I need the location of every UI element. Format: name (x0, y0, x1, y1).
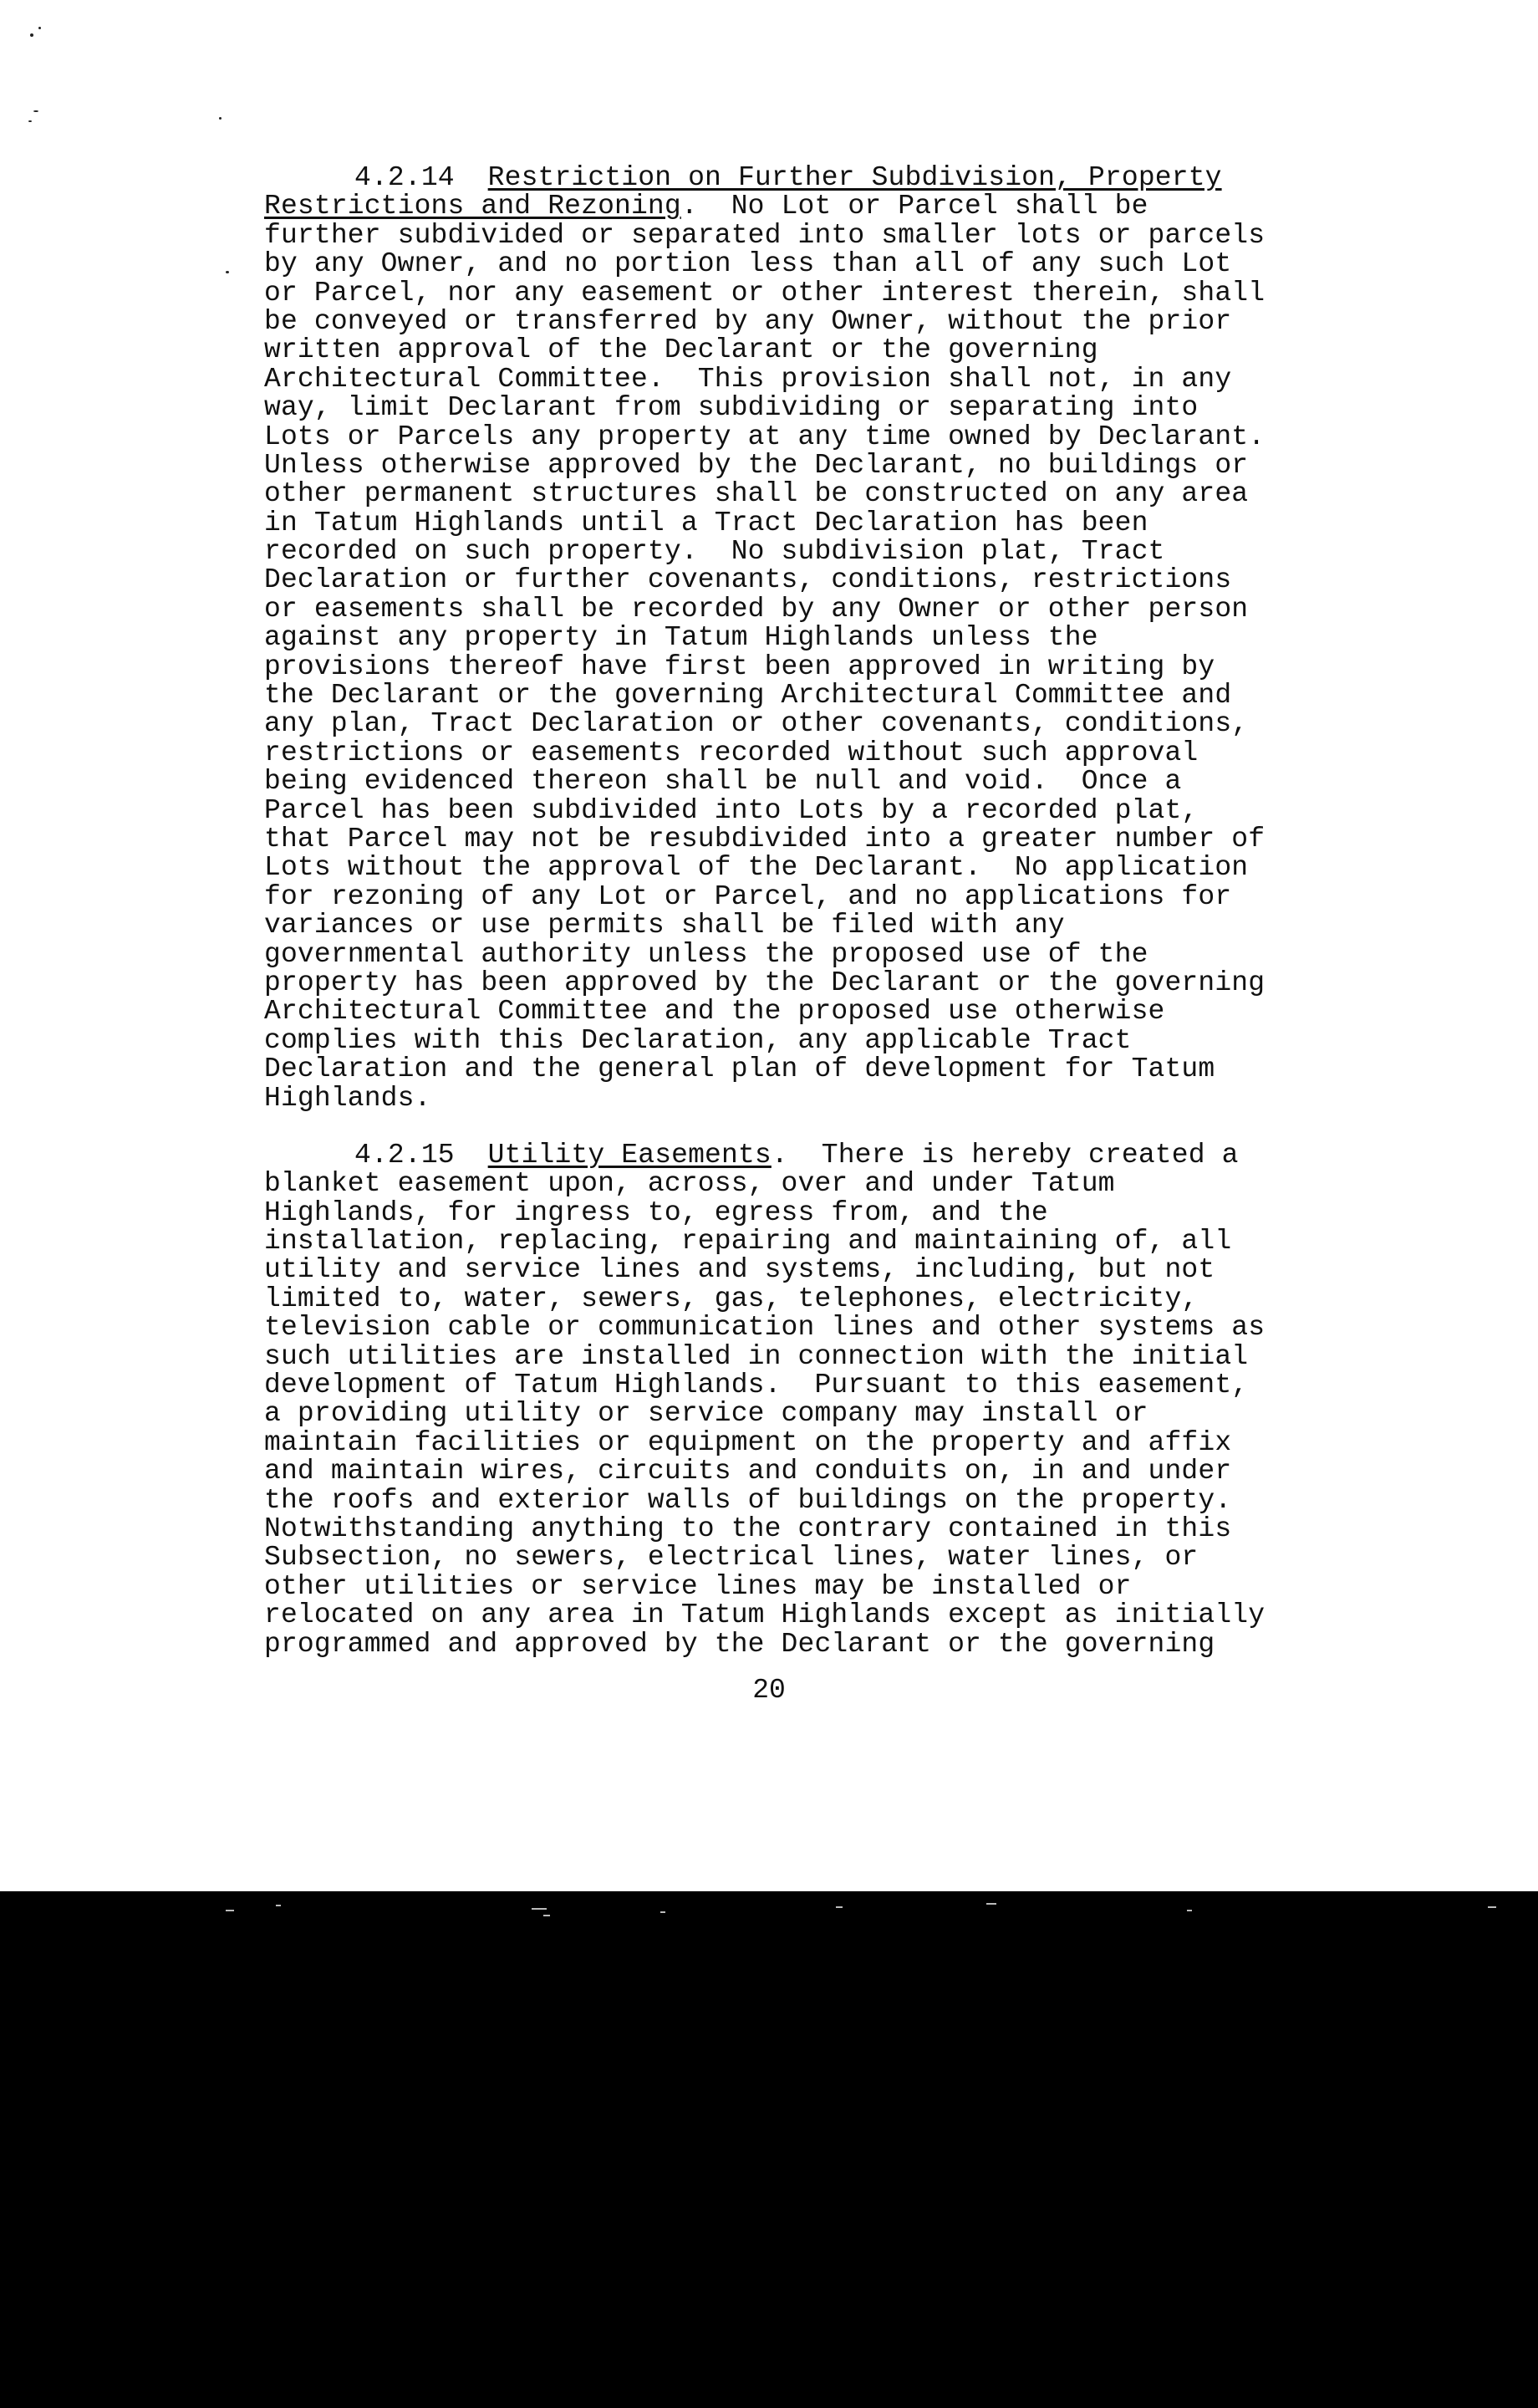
text-line (264, 192, 1376, 221)
text-line: Parcel has been subdivided into Lots by a recorded plat, (264, 794, 1199, 826)
text-line: or Parcel, nor any easement or other interest therein, shall (264, 277, 1266, 309)
text-line: Lots without the approval of the Declarant. No application (264, 852, 1249, 884)
text-line: installation, replacing, repairing and maintaining of, all (264, 1226, 1232, 1258)
section-number: 4.2.15 (354, 1139, 455, 1171)
section-heading: Utility Easements (487, 1139, 772, 1171)
text-line: way, limit Declarant from subdividing or separating into (264, 392, 1199, 424)
scan-speck (28, 120, 32, 122)
text-line: Notwithstanding anything to the contrary contained in this (264, 1513, 1232, 1544)
text-line: any plan, Tract Declaration or other covenants, conditions, (264, 708, 1249, 740)
scan-speck (219, 117, 222, 120)
text-line: and maintain wires, circuits and conduits on, in and under (264, 1456, 1232, 1487)
text-line: for rezoning of any Lot or Parcel, and no applications for (264, 880, 1232, 912)
text-line: blanket easement upon, across, over and under Tatum (264, 1168, 1115, 1200)
text-line: Highlands. (264, 1082, 431, 1114)
text-line: Subsection, no sewers, electrical lines, water lines, or (264, 1542, 1199, 1574)
text-line: being evidenced thereon shall be null and void. Once a (264, 766, 1182, 798)
scan-speck (836, 1906, 843, 1908)
text-line: Unless otherwise approved by the Declarant, no buildings or (264, 449, 1249, 481)
text-line: Architectural Committee. This provision shall not, in any (264, 363, 1232, 395)
scan-speck (1488, 1906, 1496, 1908)
text-line: against any property in Tatum Highlands unless the (264, 622, 1098, 654)
text-line (264, 1141, 1376, 1170)
text-line: other permanent structures shall be constructed on any area (264, 478, 1249, 510)
scan-speck (226, 271, 229, 273)
text-line: by any Owner, and no portion less than all of any such Lot (264, 248, 1232, 280)
text-line: Architectural Committee and the proposed use otherwise (264, 996, 1165, 1028)
paragraph-gap (264, 1113, 1376, 1141)
body-text (264, 164, 1376, 1659)
text-line: complies with this Declaration, any applicable Tract (264, 1024, 1132, 1056)
text-line: Declaration or further covenants, conditions, restrictions (264, 564, 1232, 596)
text-line: limited to, water, sewers, gas, telephones, electricity, (264, 1283, 1199, 1314)
text-line: maintain facilities or equipment on the property and affix (264, 1426, 1232, 1458)
text-line (264, 164, 1376, 192)
scan-speck (226, 1910, 234, 1911)
scan-speck (30, 33, 33, 37)
scan-speck (38, 27, 41, 29)
text-line: other utilities or service lines may be installed or (264, 1570, 1132, 1602)
scan-speck (1187, 1910, 1192, 1911)
text-line: property has been approved by the Declarant or the governing (264, 967, 1266, 998)
line-text: . There is hereby created a (771, 1139, 1239, 1171)
section-4-2-14 (264, 164, 1376, 1113)
text-line: television cable or communication lines and other systems as (264, 1312, 1266, 1344)
page-number: 20 (752, 1675, 786, 1706)
text-line: written approval of the Declarant or the governing (264, 334, 1098, 366)
text-line: Lots or Parcels any property at any time owned by Declarant. (264, 421, 1266, 452)
scan-speck (660, 1911, 665, 1913)
scan-speck (532, 1908, 547, 1910)
text-line: provisions thereof have first been approved in writing by (264, 650, 1215, 682)
section-number: 4.2.14 (354, 162, 455, 193)
section-4-2-15 (264, 1141, 1376, 1659)
text-line: the roofs and exterior walls of buildings on the property. (264, 1484, 1232, 1516)
text-line: the Declarant or the governing Architectural Committee and (264, 680, 1232, 712)
line-text: . No Lot or Parcel shall be (680, 191, 1148, 222)
text-line: a providing utility or service company may install or (264, 1398, 1148, 1430)
scan-speck (33, 110, 38, 112)
text-line: programmed and approved by the Declarant or the governing (264, 1628, 1215, 1660)
text-line: such utilities are installed in connection with the initial (264, 1340, 1249, 1372)
scan-speck (543, 1915, 550, 1916)
text-line: variances or use permits shall be filed with any (264, 910, 1065, 941)
text-line: Declaration and the general plan of development for Tatum (264, 1054, 1215, 1085)
text-line: be conveyed or transferred by any Owner, without the prior (264, 305, 1232, 337)
text-line: governmental authority unless the proposed use of the (264, 938, 1148, 970)
section-heading: Restriction on Further Subdivision, Property (487, 162, 1222, 193)
text-line: utility and service lines and systems, including, but not (264, 1254, 1215, 1286)
text-line: relocated on any area in Tatum Highlands except as initially (264, 1599, 1266, 1631)
scan-black-band (0, 1891, 1538, 2408)
text-line: restrictions or easements recorded without such approval (264, 737, 1199, 768)
text-line: development of Tatum Highlands. Pursuant to this easement, (264, 1370, 1249, 1401)
text-line: Highlands, for ingress to, egress from, and the (264, 1196, 1048, 1228)
scan-speck (276, 1905, 281, 1906)
text-line: recorded on such property. No subdivision plat, Tract (264, 536, 1165, 568)
scan-speck (986, 1903, 996, 1905)
text-line: further subdivided or separated into smaller lots or parcels (264, 219, 1266, 251)
text-line: in Tatum Highlands until a Tract Declaration has been (264, 507, 1148, 538)
section-heading-continued: Restrictions and Rezoning (264, 191, 681, 222)
text-line: or easements shall be recorded by any Owner or other person (264, 593, 1249, 625)
text-line: that Parcel may not be resubdivided into a greater number of (264, 823, 1266, 855)
